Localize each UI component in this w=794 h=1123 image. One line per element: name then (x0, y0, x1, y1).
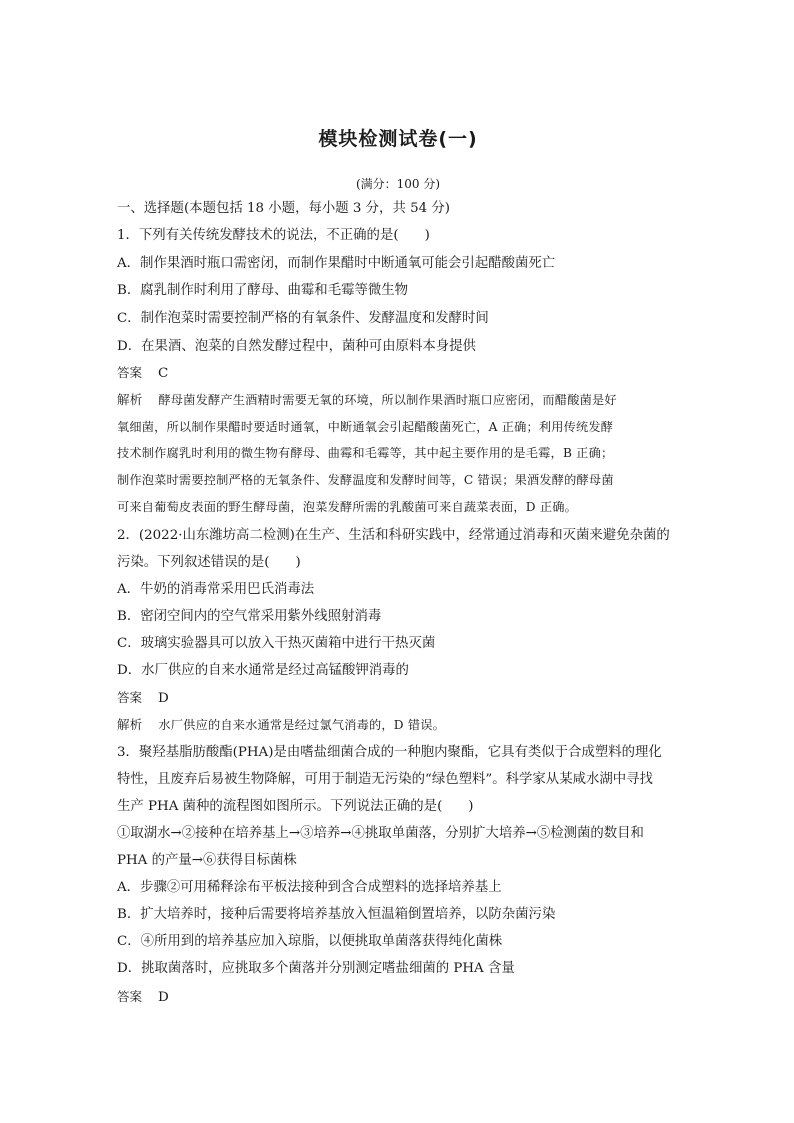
question-3-option-d: D．挑取菌落时，应挑取多个菌落并分别测定嗜盐细菌的 PHA 含量 (117, 961, 515, 976)
question-3-stem: 生产 PHA 菌种的流程图如图所示。下列说法正确的是( ) (117, 799, 474, 814)
question-2-stem: 污染。下列叙述错误的是( ) (117, 555, 301, 570)
question-2-option-b: B．密闭空间内的空气常采用紫外线照射消毒 (117, 609, 382, 624)
question-1-explanation-line: 解析 酵母菌发酵产生酒精时需要无氧的环境，所以制作果酒时瓶口应密闭，而醋酸菌是好 (117, 392, 617, 407)
question-1-explanation-line: 技术制作腐乳时利用的微生物有酵母、曲霉和毛霉等，其中起主要作用的是毛霉，B 正确； (117, 446, 614, 460)
question-3-stem: 3．聚羟基脂肪酸酯(PHA)是由嗜盐细菌合成的一种胞内聚酯，它具有类似于合成塑料的理化 (117, 745, 662, 760)
question-2-option-c: C．玻璃实验器具可以放入干热灭菌箱中进行干热灭菌 (117, 636, 436, 651)
question-1-explanation-line: 制作泡菜时需要控制严格的无氧条件、发酵温度和发酵时间等，C 错误；果酒发酵的酵母菌 (117, 473, 614, 487)
question-2-answer: 答案 D (117, 690, 169, 706)
page-title: 模块检测试卷(一) (318, 128, 478, 150)
question-2-stem: 2．(2022·山东潍坊高二检测)在生产、生活和科研实践中，经常通过消毒和灭菌来避免杂菌的 (117, 528, 670, 543)
question-2-option-d: D．水厂供应的自来水通常是经过高锰酸钾消毒的 (117, 663, 409, 678)
score-note: (满分：100 分) (355, 177, 441, 191)
question-1-option-d: D．在果酒、泡菜的自然发酵过程中，菌种可由原料本身提供 (117, 339, 476, 354)
question-3-stem: 特性，且废弃后易被生物降解，可用于制造无污染的“绿色塑料”。科学家从某咸水湖中寻找 (117, 772, 653, 787)
question-1-explanation-line: 可来自葡萄皮表面的野生酵母菌，泡菜发酵所需的乳酸菌可来自蔬菜表面，D 正确。 (117, 500, 577, 514)
question-3-option-a: A．步骤②可用稀释涂布平板法接种到含合成塑料的选择培养基上 (117, 880, 502, 895)
question-2-option-a: A．牛奶的消毒常采用巴氏消毒法 (117, 582, 315, 597)
question-3-flow: PHA 的产量→⑥获得目标菌株 (117, 853, 297, 868)
question-1-explanation-line: 氧细菌，所以制作果醋时要适时通氧，中断通氧会引起醋酸菌死亡，A 正确；利用传统发酵 (117, 420, 614, 434)
section-heading: 一、选择题(本题包括 18 小题，每小题 3 分，共 54 分) (117, 201, 451, 216)
question-1-answer: 答案 C (117, 365, 169, 381)
question-3-option-b: B．扩大培养时，接种后需要将培养基放入恒温箱倒置培养，以防杂菌污染 (117, 907, 556, 922)
question-3-answer: 答案 D (117, 989, 169, 1005)
question-2-explanation-line: 解析 水厂供应的自来水通常是经过氯气消毒的，D 错误。 (117, 717, 445, 732)
question-1-stem: 1．下列有关传统发酵技术的说法，不正确的是( ) (117, 228, 430, 243)
question-1-option-c: C．制作泡菜时需要控制严格的有氧条件、发酵温度和发酵时间 (117, 311, 489, 326)
question-3-option-c: C．④所用到的培养基应加入琼脂，以便挑取单菌落获得纯化菌株 (117, 934, 503, 949)
question-1-option-a: A．制作果酒时瓶口需密闭，而制作果醋时中断通氧可能会引起醋酸菌死亡 (117, 256, 556, 271)
question-3-flow: ①取湖水→②接种在培养基上→③培养→④挑取单菌落，分别扩大培养→⑤检测菌的数目和 (117, 826, 644, 841)
question-1-option-b: B．腐乳制作时利用了酵母、曲霉和毛霉等微生物 (117, 283, 409, 298)
